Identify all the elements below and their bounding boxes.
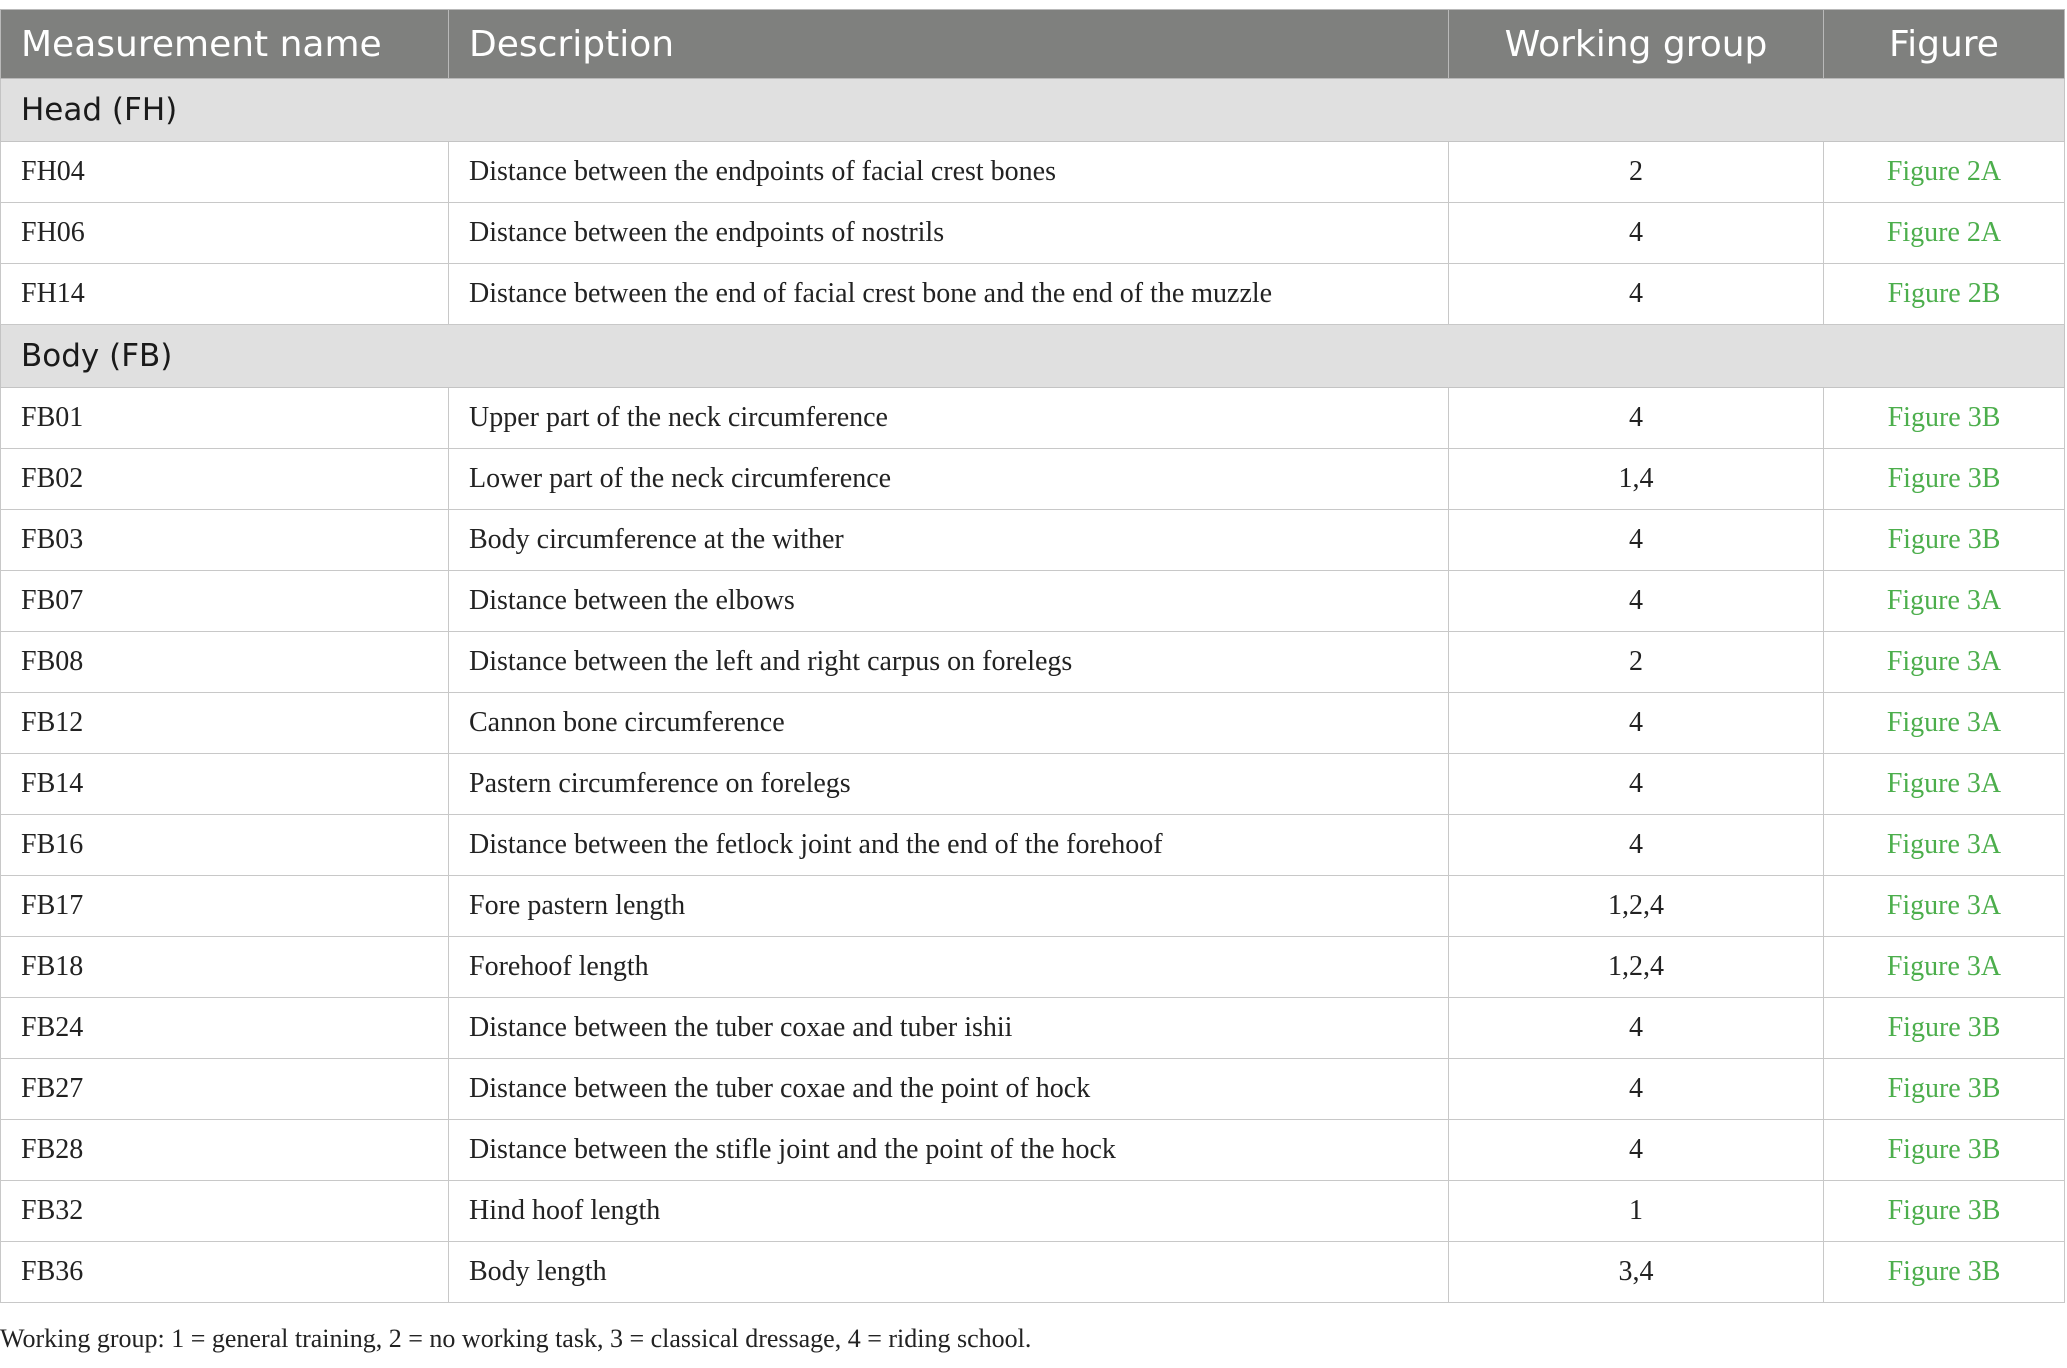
cell-description: Hind hoof length: [449, 1181, 1449, 1242]
figure-link[interactable]: Figure 3B: [1824, 449, 2065, 510]
cell-measurement-name: FH06: [1, 203, 449, 264]
header-figure: Figure: [1824, 10, 2065, 79]
cell-description: Distance between the fetlock joint and the end of the forehoof: [449, 815, 1449, 876]
figure-link[interactable]: Figure 3A: [1824, 815, 2065, 876]
table-row: [1, 510, 2065, 571]
table-row: [1, 632, 2065, 693]
cell-working-group: 4: [1449, 693, 1824, 754]
cell-description: Distance between the endpoints of nostrils: [449, 203, 1449, 264]
table-row: [1, 1181, 2065, 1242]
cell-working-group: 4: [1449, 815, 1824, 876]
cell-description: Distance between the left and right carpus on forelegs: [449, 632, 1449, 693]
cell-working-group: 4: [1449, 571, 1824, 632]
figure-link[interactable]: Figure 2B: [1824, 264, 2065, 325]
section-row-body: [1, 325, 2065, 388]
cell-measurement-name: FB24: [1, 998, 449, 1059]
figure-link[interactable]: Figure 3B: [1824, 1181, 2065, 1242]
cell-measurement-name: FB01: [1, 388, 449, 449]
cell-measurement-name: FB32: [1, 1181, 449, 1242]
figure-link[interactable]: Figure 3B: [1824, 998, 2065, 1059]
cell-working-group: 4: [1449, 1059, 1824, 1120]
table-row: [1, 1120, 2065, 1181]
table-footnote: Working group: 1 = general training, 2 = no working task, 3 = classical dressage, 4 = riding school.: [0, 1324, 1032, 1353]
table-row: [1, 998, 2065, 1059]
figure-link[interactable]: Figure 3A: [1824, 876, 2065, 937]
table-row: [1, 203, 2065, 264]
table-row: [1, 876, 2065, 937]
cell-working-group: 1,2,4: [1449, 876, 1824, 937]
cell-working-group: 2: [1449, 142, 1824, 203]
cell-measurement-name: FB03: [1, 510, 449, 571]
cell-measurement-name: FB18: [1, 937, 449, 998]
figure-link[interactable]: Figure 3A: [1824, 693, 2065, 754]
cell-measurement-name: FB07: [1, 571, 449, 632]
cell-description: Distance between the stifle joint and the point of the hock: [449, 1120, 1449, 1181]
cell-measurement-name: FB12: [1, 693, 449, 754]
cell-description: Pastern circumference on forelegs: [449, 754, 1449, 815]
section-title: Body (FB): [1, 325, 2065, 388]
cell-measurement-name: FB08: [1, 632, 449, 693]
cell-description: Body circumference at the wither: [449, 510, 1449, 571]
figure-link[interactable]: Figure 2A: [1824, 203, 2065, 264]
table-row: [1, 264, 2065, 325]
figure-link[interactable]: Figure 3B: [1824, 510, 2065, 571]
table-row: [1, 1242, 2065, 1303]
cell-working-group: 4: [1449, 264, 1824, 325]
cell-description: Distance between the tuber coxae and the point of hock: [449, 1059, 1449, 1120]
table-body: [1, 79, 2065, 1303]
figure-link[interactable]: Figure 3B: [1824, 1059, 2065, 1120]
figure-link[interactable]: Figure 3A: [1824, 632, 2065, 693]
figure-link[interactable]: Figure 3B: [1824, 1242, 2065, 1303]
cell-working-group: 3,4: [1449, 1242, 1824, 1303]
table-header: [1, 10, 2065, 79]
header-description: Description: [449, 10, 1449, 79]
cell-measurement-name: FH04: [1, 142, 449, 203]
table-row: [1, 1059, 2065, 1120]
cell-measurement-name: FB27: [1, 1059, 449, 1120]
table-row: [1, 388, 2065, 449]
cell-working-group: 4: [1449, 1120, 1824, 1181]
cell-working-group: 4: [1449, 510, 1824, 571]
cell-description: Distance between the endpoints of facial crest bones: [449, 142, 1449, 203]
figure-link[interactable]: Figure 3B: [1824, 388, 2065, 449]
measurements-table-container: [0, 9, 2064, 1303]
cell-working-group: 4: [1449, 203, 1824, 264]
table-row: [1, 937, 2065, 998]
table-row: [1, 449, 2065, 510]
cell-working-group: 2: [1449, 632, 1824, 693]
table-row: [1, 754, 2065, 815]
cell-measurement-name: FB28: [1, 1120, 449, 1181]
table-row: [1, 571, 2065, 632]
figure-link[interactable]: Figure 3A: [1824, 754, 2065, 815]
table-row: [1, 815, 2065, 876]
figure-link[interactable]: Figure 3A: [1824, 571, 2065, 632]
cell-working-group: 4: [1449, 388, 1824, 449]
measurements-table: [0, 9, 2065, 1303]
figure-link[interactable]: Figure 2A: [1824, 142, 2065, 203]
cell-description: Fore pastern length: [449, 876, 1449, 937]
cell-measurement-name: FB36: [1, 1242, 449, 1303]
cell-description: Distance between the elbows: [449, 571, 1449, 632]
section-row-head: [1, 79, 2065, 142]
header-measurement-name: Measurement name: [1, 10, 449, 79]
cell-description: Cannon bone circumference: [449, 693, 1449, 754]
cell-description: Body length: [449, 1242, 1449, 1303]
cell-working-group: 4: [1449, 998, 1824, 1059]
cell-working-group: 1,4: [1449, 449, 1824, 510]
cell-measurement-name: FB16: [1, 815, 449, 876]
figure-link[interactable]: Figure 3B: [1824, 1120, 2065, 1181]
cell-description: Lower part of the neck circumference: [449, 449, 1449, 510]
header-working-group: Working group: [1449, 10, 1824, 79]
cell-description: Forehoof length: [449, 937, 1449, 998]
cell-description: Distance between the end of facial crest bone and the end of the muzzle: [449, 264, 1449, 325]
cell-description: Upper part of the neck circumference: [449, 388, 1449, 449]
cell-measurement-name: FH14: [1, 264, 449, 325]
cell-working-group: 4: [1449, 754, 1824, 815]
cell-working-group: 1,2,4: [1449, 937, 1824, 998]
cell-measurement-name: FB02: [1, 449, 449, 510]
cell-working-group: 1: [1449, 1181, 1824, 1242]
cell-description: Distance between the tuber coxae and tuber ishii: [449, 998, 1449, 1059]
table-row: [1, 693, 2065, 754]
header-row: [1, 10, 2065, 79]
table-row: [1, 142, 2065, 203]
cell-measurement-name: FB17: [1, 876, 449, 937]
cell-measurement-name: FB14: [1, 754, 449, 815]
section-title: Head (FH): [1, 79, 2065, 142]
figure-link[interactable]: Figure 3A: [1824, 937, 2065, 998]
